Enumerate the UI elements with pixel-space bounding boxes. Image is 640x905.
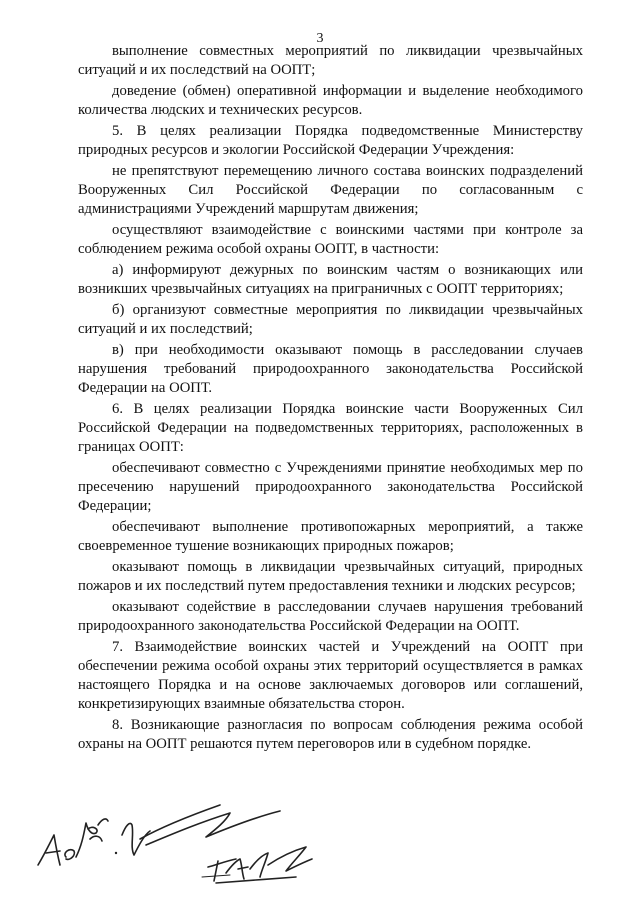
paragraph: осуществляют взаимодействие с воинскими частями при контроле за соблюдением режима особой охраны ООПТ, в частности: <box>78 222 583 257</box>
paragraph: б) организуют совместные мероприятия по ликвидации чрезвычайных ситуаций и их последствий; <box>78 302 583 337</box>
paragraph: 5. В целях реализации Порядка подведомственные Министерству природных ресурсов и экологии Российской Федерации Учреждения: <box>78 123 583 158</box>
signature-mark-second <box>202 847 312 883</box>
document-body <box>78 42 583 756</box>
paragraph: оказывают содействие в расследовании случаев нарушения требований природоохранного законодательства Российской Федерации на ООПТ. <box>78 599 583 634</box>
paragraph: 6. В целях реализации Порядка воинские части Вооруженных Сил Российской Федерации на подведомственных территориях, расположенных в границах ООПТ: <box>78 401 583 455</box>
paragraph: оказывают помощь в ликвидации чрезвычайных ситуаций, природных пожаров и их последствий путем предоставления техники и людских ресурсов; <box>78 559 583 594</box>
paragraph: обеспечивают выполнение противопожарных мероприятий, а также своевременное тушение возникающих природных пожаров; <box>78 519 583 554</box>
paragraph: в) при необходимости оказывают помощь в расследовании случаев нарушения требований природоохранного законодательства Российской Федерации на ООПТ. <box>78 342 583 396</box>
paragraph: 7. Взаимодействие воинских частей и Учреждений на ООПТ при обеспечении режима особой охраны этих территорий осуществляется в рамках настоящего Порядка и на основе заключаемых договоров или соглашений, конкретизирующих взаимные обязательства сторон. <box>78 639 583 712</box>
paragraph: а) информируют дежурных по воинским частям о возникающих или возникших чрезвычайных ситуациях на приграничных с ООПТ территориях; <box>78 262 583 297</box>
signature-mark <box>38 805 280 865</box>
paragraph: не препятствуют перемещению личного состава воинских подразделений Вооруженных Сил Российской Федерации по согласованным с администрациями Учреждений маршрутам движения; <box>78 163 583 217</box>
paragraph: 8. Возникающие разногласия по вопросам соблюдения режима особой охраны на ООПТ решаются путем переговоров или в судебном порядке. <box>78 717 583 752</box>
paragraph: выполнение совместных мероприятий по ликвидации чрезвычайных ситуаций и их последствий на ООПТ; <box>78 43 583 78</box>
handwritten-signatures <box>30 795 350 895</box>
page-number: 3 <box>316 31 324 46</box>
paragraph: обеспечивают совместно с Учреждениями принятие необходимых мер по пресечению нарушений природоохранного законодательства Российской Федерации; <box>78 460 583 514</box>
paragraph: доведение (обмен) оперативной информации и выделение необходимого количества людских и технических ресурсов. <box>78 83 583 118</box>
